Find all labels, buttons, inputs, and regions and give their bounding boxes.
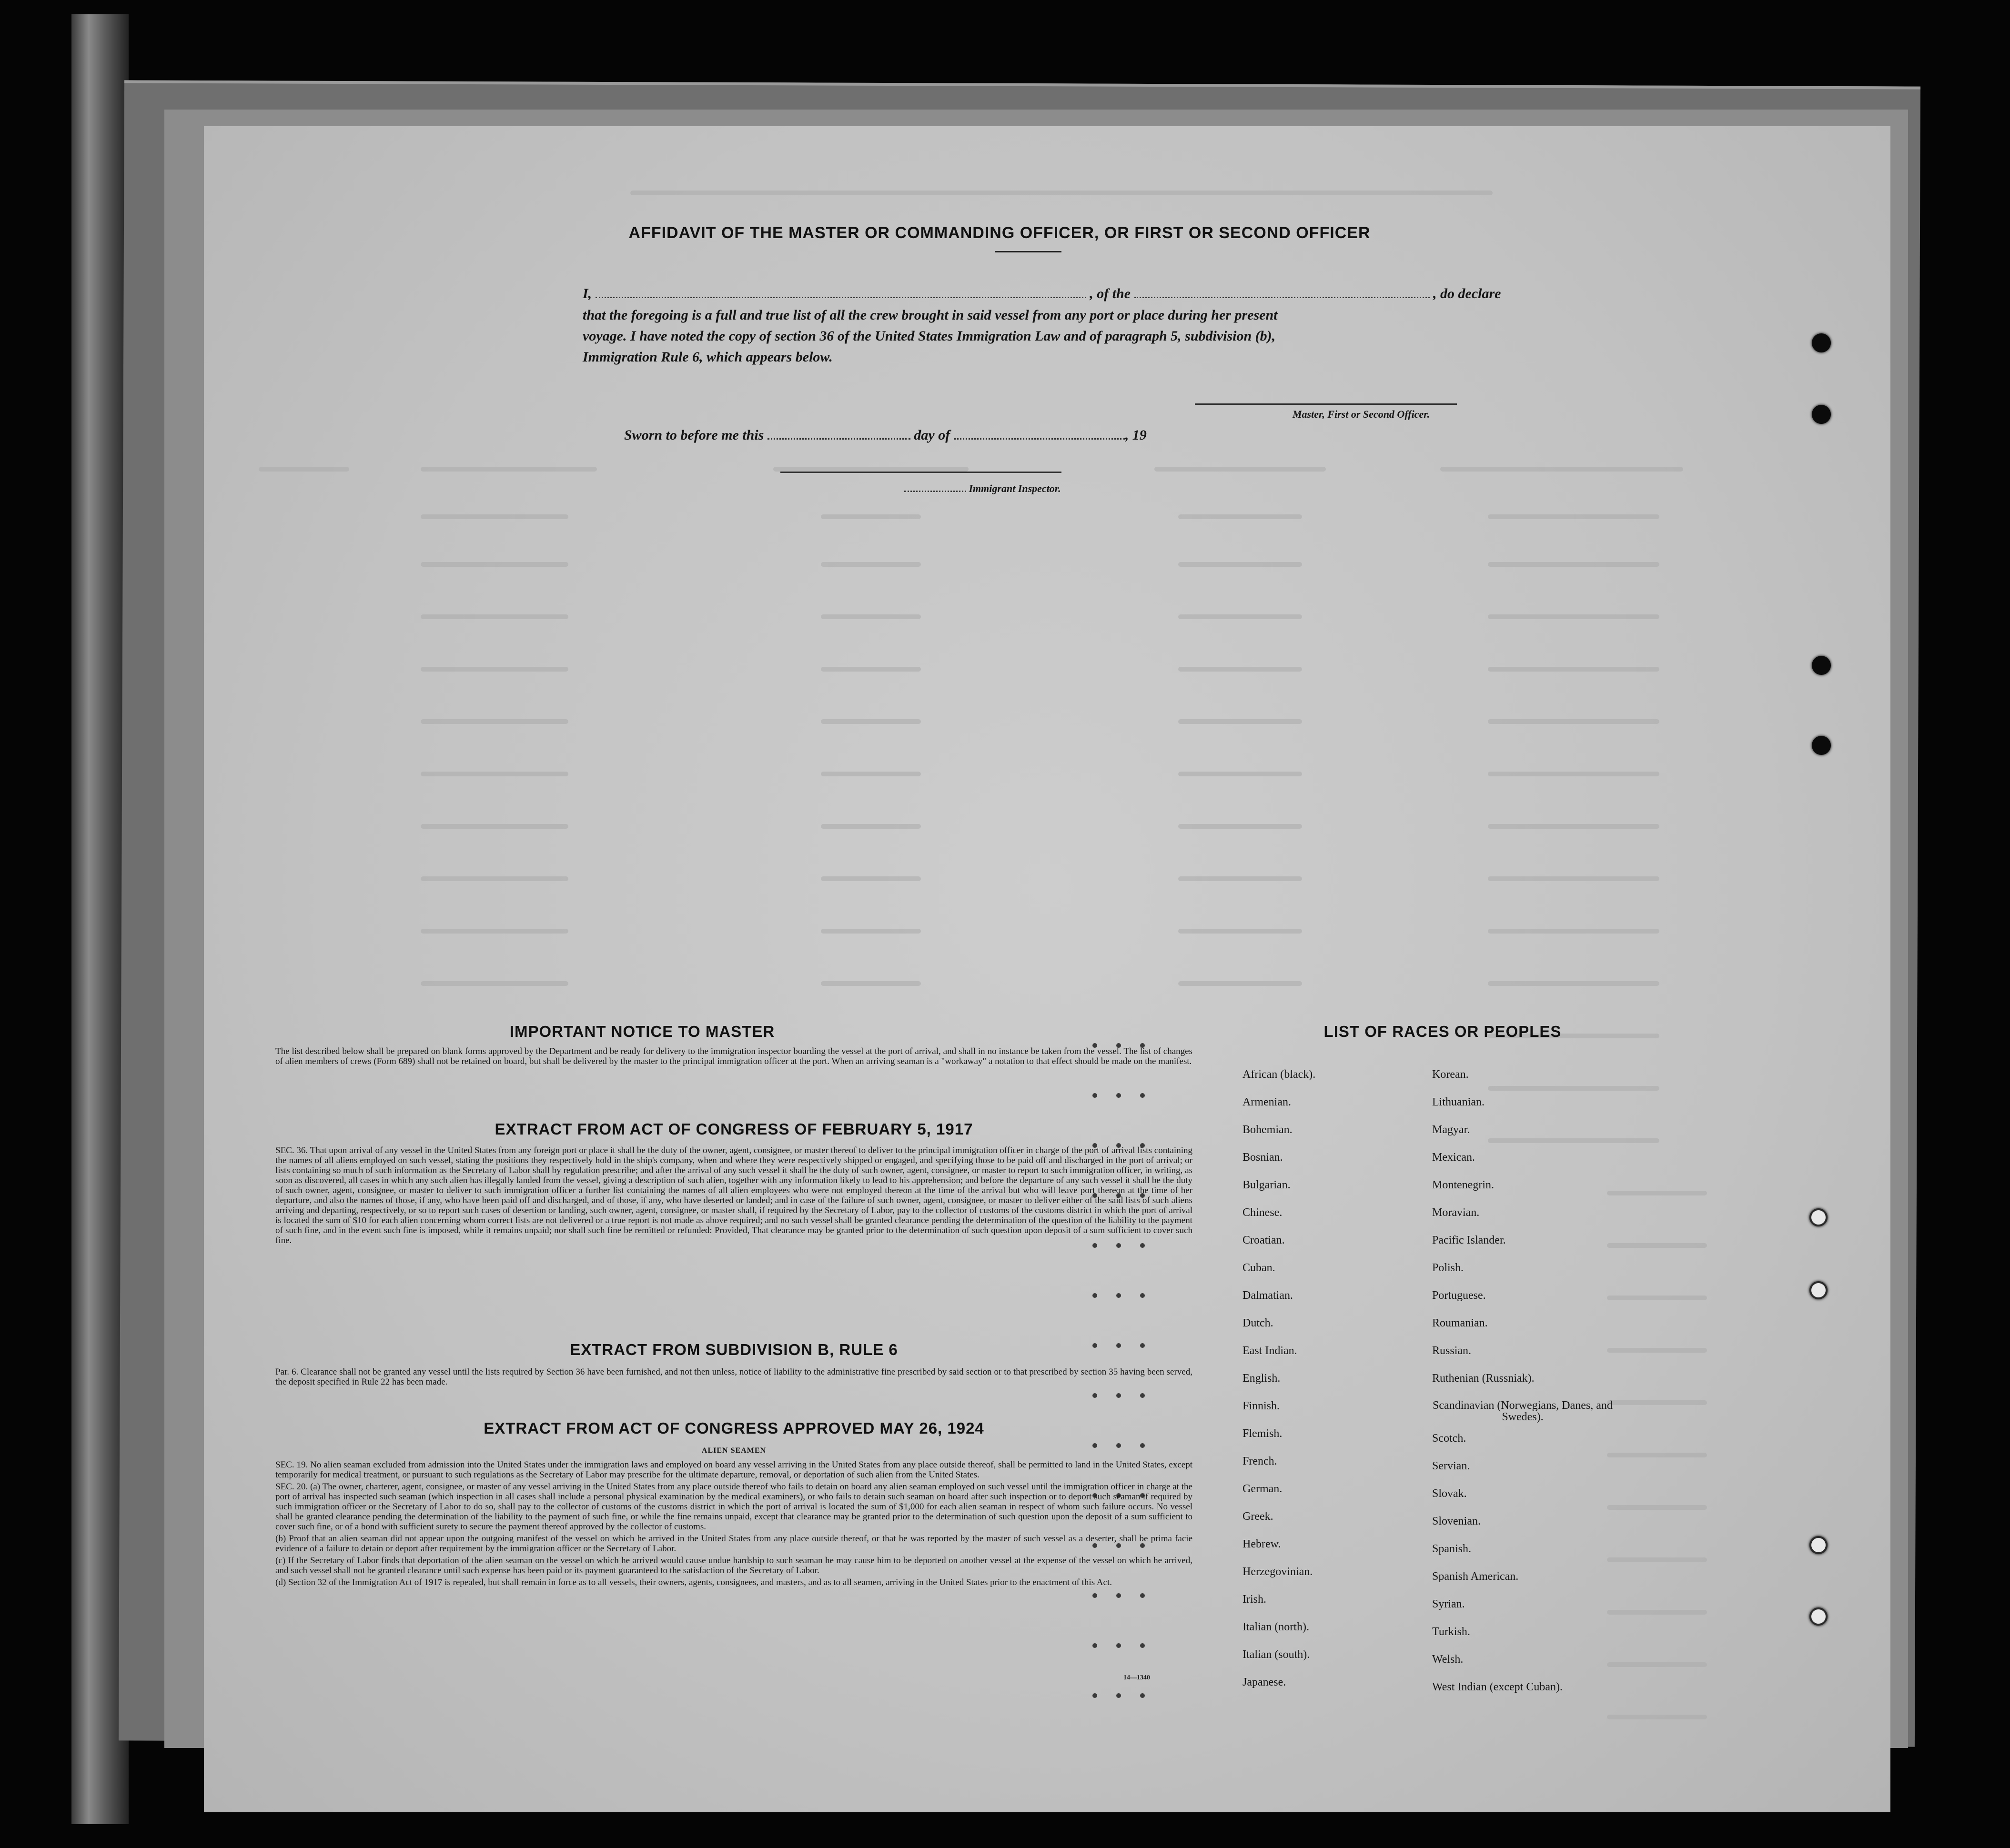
name-blank[interactable] (596, 293, 1086, 298)
race-item: Mexican. (1432, 1151, 1475, 1164)
race-item: Cuban. (1242, 1262, 1275, 1274)
race-item: Greek. (1242, 1510, 1273, 1523)
sworn-date-blank[interactable] (768, 434, 910, 440)
race-item: Turkish. (1432, 1626, 1470, 1638)
punch-hole (1809, 1536, 1828, 1554)
extract-rule6-text (275, 1367, 1192, 1389)
alien-seamen-subtitle: ALIEN SEAMEN (701, 1446, 767, 1455)
race-item: Lithuanian. (1432, 1096, 1485, 1108)
declaration-do-declare: , do declare (1433, 286, 1501, 301)
race-item: Finnish. (1242, 1400, 1280, 1412)
sworn-year: , 19 (1125, 427, 1147, 443)
race-item: Slovak. (1432, 1487, 1467, 1500)
punch-hole (1812, 736, 1831, 755)
extract-1924-text (275, 1460, 1192, 1589)
punch-hole (1809, 1208, 1828, 1226)
manifest-page (204, 126, 1890, 1812)
affidavit-title: AFFIDAVIT OF THE MASTER OR COMMANDING OFFICER, OR FIRST OR SECOND OFFICER (628, 224, 1371, 242)
race-item: Scandinavian (Norwegians, Danes, and Swedes). (1433, 1399, 1613, 1423)
race-item: Korean. (1432, 1068, 1469, 1081)
title-underline (995, 251, 1061, 252)
sworn-prefix: Sworn to before me this (624, 427, 764, 443)
extract-1924-title: EXTRACT FROM ACT OF CONGRESS APPROVED MAY 26, 1924 (484, 1419, 984, 1437)
form-number: 14—1340 (1123, 1674, 1150, 1681)
extract-1917-text (275, 1145, 1192, 1247)
race-item: African (black). (1242, 1068, 1316, 1081)
declaration-line-2: that the foregoing is a full and true list of all the crew brought in said vessel from any port or place during her present (583, 307, 1278, 323)
race-item: Spanish American. (1432, 1570, 1519, 1583)
punch-hole (1809, 1281, 1828, 1299)
race-item: Bohemian. (1242, 1124, 1293, 1136)
extract-1917-title: EXTRACT FROM ACT OF CONGRESS OF FEBRUARY 5, 1917 (495, 1120, 973, 1138)
extract-1924-paragraph: SEC. 20. (a) The owner, charterer, agent, consignee, or master of any vessel arriving in the United States from any place outside thereof who fails to detain on board any alien seaman employed on such vessel until the immigration officer in charge at the port of arrival has inspected such seaman (which inspection in all cases shall include a personal physical examination by the medical examiners), or who fails to detain such seaman on board after such inspection or to deport such seaman if required by such immigration officer or the Secretary of Labor to do so, shall pay to the collector of customs of the customs district in which the port of arrival is located the sum of $1,000 for each alien seaman in respect of whom such failure occurs. No vessel shall be granted clearance pending the determination of the liability to the payment of such fine, or while the fine remains unpaid, except that clearance may be granted prior to the determination of such question upon the deposit of a sum sufficient to cover such fine, or of a bond with sufficient surety to secure the payment thereof approved by the collector of customs. (275, 1482, 1192, 1532)
race-item: Herzegovinian. (1242, 1566, 1313, 1578)
inspector-signature-line[interactable] (780, 472, 1061, 473)
race-item: Pacific Islander. (1432, 1234, 1506, 1246)
race-item: Montenegrin. (1432, 1179, 1494, 1191)
notice-text (275, 1046, 1192, 1068)
declaration-of-the: , of the (1090, 286, 1131, 301)
race-item: West Indian (except Cuban). (1432, 1681, 1563, 1693)
race-item: Bulgarian. (1242, 1179, 1291, 1191)
race-item: Spanish. (1432, 1543, 1472, 1555)
notice-title: IMPORTANT NOTICE TO MASTER (509, 1023, 775, 1040)
race-item: French. (1242, 1455, 1277, 1467)
race-item: Flemish. (1242, 1427, 1283, 1440)
race-item: Japanese. (1242, 1676, 1286, 1688)
race-item: Ruthenian (Russniak). (1432, 1372, 1535, 1385)
race-item: Magyar. (1432, 1124, 1470, 1136)
race-item: Slovenian. (1432, 1515, 1481, 1527)
race-item: English. (1242, 1372, 1281, 1385)
punch-hole (1812, 405, 1831, 424)
punch-hole (1812, 333, 1831, 352)
race-item: Dalmatian. (1242, 1289, 1293, 1302)
race-item: Croatian. (1242, 1234, 1285, 1246)
race-item: Syrian. (1432, 1598, 1465, 1610)
race-item: Russian. (1432, 1345, 1472, 1357)
race-item: Irish. (1242, 1593, 1266, 1606)
race-item: Hebrew. (1242, 1538, 1281, 1550)
extract-1924-paragraph: (c) If the Secretary of Labor finds that deportation of the alien seaman on the vessel on which he arrived would cause undue hardship to such seaman he may cause him to be deported on another vessel at the expense of the vessel on which he arrived, and such vessel shall not be granted clearance until such expense has been paid or its payment guaranteed to the satisfaction of the Secretary of Labor. (275, 1556, 1192, 1576)
master-signature-label: Master, First or Second Officer. (1293, 408, 1430, 420)
race-item: Dutch. (1242, 1317, 1273, 1329)
declaration-line-1 (583, 286, 1501, 302)
extract-rule6-paragraph: Par. 6. Clearance shall not be granted any vessel until the lists required by Section 36 have been furnished, and not then unless, notice of liability to the administrative fine prescribed by said section or to that prescribed by section 35 having been served, the deposit specified in Rule 22 has been made. (275, 1367, 1192, 1387)
races-title: LIST OF RACES OR PEOPLES (1323, 1023, 1562, 1040)
sworn-line (624, 427, 1147, 443)
race-item: Moravian. (1432, 1206, 1480, 1219)
inspector-signature-label (904, 482, 1061, 495)
inspector-label: Immigrant Inspector. (969, 482, 1061, 494)
extract-1924-paragraph: SEC. 19. No alien seaman excluded from admission into the United States under the immigration laws and employed on board any vessel arriving in the United States from any place outside thereof, shall be permitted to land in the United States, except temporarily for medical treatment, or pursuant to such regulations as the Secretary of Labor may prescribe for the ultimate departure, removal, or deportation of such alien from the United States. (275, 1460, 1192, 1480)
extract-1917-paragraph: SEC. 36. That upon arrival of any vessel in the United States from any foreign port or place it shall be the duty of the owner, agent, consignee, or master thereof to deliver to the principal immigration officer in charge of the port of arrival lists containing the names of all aliens employed on such vessel, stating the positions they respectively hold in the ship's company, when and where they were respectively shipped or engaged, and specifying those to be paid off and discharged in the port of arrival; or lists containing so much of such information as the Secretary of Labor shall by regulation prescribe; and after the arrival of any such vessel it shall be the duty of such owner, agent, consignee, or master to report to such immigration officer, in writing, as soon as discovered, all cases in which any such alien has illegally landed from the vessel, giving a description of such alien, together with any information likely to lead to his apprehension; and before the departure of any such vessel it shall be the duty of such owner, agent, consignee, or master to deliver to such immigration officer a further list containing the names of all alien employees who were not employed thereon at the time of the arrival but who will leave port thereon at the time of her departure, and also the names of those, if any, who have been paid off and discharged, and of those, if any, who have deserted or landed; and in case of the failure of such owner, agent, consignee, or master to deliver either of the said lists of such aliens arriving and departing, respectively, or so to report such cases of desertion or landing, such owner, agent, consignee, or master shall, if required by the Secretary of Labor, pay to the collector of customs of the customs district in which the port of arrival is located the sum of $10 for each alien concerning whom correct lists are not delivered or a true report is not made as above required; and no such vessel shall be granted clearance pending the determination of the question of the liability to the payment of such fine, and in the event such fine is imposed, while it remains unpaid; nor shall such fine be remitted or refunded: Provided, That clearance may be granted prior to the determination of such question upon deposit of a sum sufficient to cover such fine. (275, 1145, 1192, 1245)
sworn-month-blank[interactable] (954, 434, 1125, 440)
declaration-line-4: Immigration Rule 6, which appears below. (583, 349, 833, 365)
punch-hole (1812, 656, 1831, 675)
declaration-line-3: voyage. I have noted the copy of section 36 of the United States Immigration Law and of paragraph 5, subdivision (b), (583, 328, 1276, 344)
extract-rule6-title: EXTRACT FROM SUBDIVISION B, RULE 6 (570, 1341, 898, 1358)
vessel-blank[interactable] (1134, 293, 1430, 298)
race-item: Italian (south). (1242, 1648, 1310, 1661)
race-item: Roumanian. (1432, 1317, 1488, 1329)
extract-1924-paragraph: (d) Section 32 of the Immigration Act of 1917 is repealed, but shall remain in force as to all vessels, their owners, agents, consignees, and masters, and as to all seamen, arriving in the United States prior to the enactment of this Act. (275, 1577, 1112, 1587)
race-item: Welsh. (1432, 1653, 1464, 1666)
race-item: Servian. (1432, 1460, 1470, 1472)
race-item: German. (1242, 1483, 1283, 1495)
race-item: Chinese. (1242, 1206, 1283, 1219)
master-signature-line[interactable] (1195, 403, 1457, 405)
race-item: East Indian. (1242, 1345, 1297, 1357)
sworn-day: day of (914, 427, 950, 443)
extract-1924-paragraph: (b) Proof that an alien seaman did not appear upon the outgoing manifest of the vessel on which he arrived in the United States from any place outside thereof, or that he was reported by the master of such vessel as a deserter, shall be prima facie evidence of a failure to detain or deport after requirement by the immigration officer or the Secretary of Labor. (275, 1534, 1192, 1554)
race-item: Armenian. (1242, 1096, 1291, 1108)
race-item: Portuguese. (1432, 1289, 1486, 1302)
race-item: Bosnian. (1242, 1151, 1283, 1164)
race-item: Polish. (1432, 1262, 1464, 1274)
notice-paragraph: The list described below shall be prepared on blank forms approved by the Department and be ready for delivery to the immigration inspector boarding the vessel at the port of arrival, and shall in no instance be taken from the vessel. The list of changes of alien members of crews (Form 689) shall not be retained on board, but shall be delivered by the master to the principal immigration officer at the port. When an arriving seaman is a "workaway" a notation to that effect should be made on the manifest. (275, 1046, 1192, 1066)
race-item: Scotch. (1432, 1432, 1466, 1445)
punch-hole (1809, 1607, 1828, 1626)
race-item: Italian (north). (1242, 1621, 1309, 1633)
declaration-i: I, (583, 286, 592, 301)
